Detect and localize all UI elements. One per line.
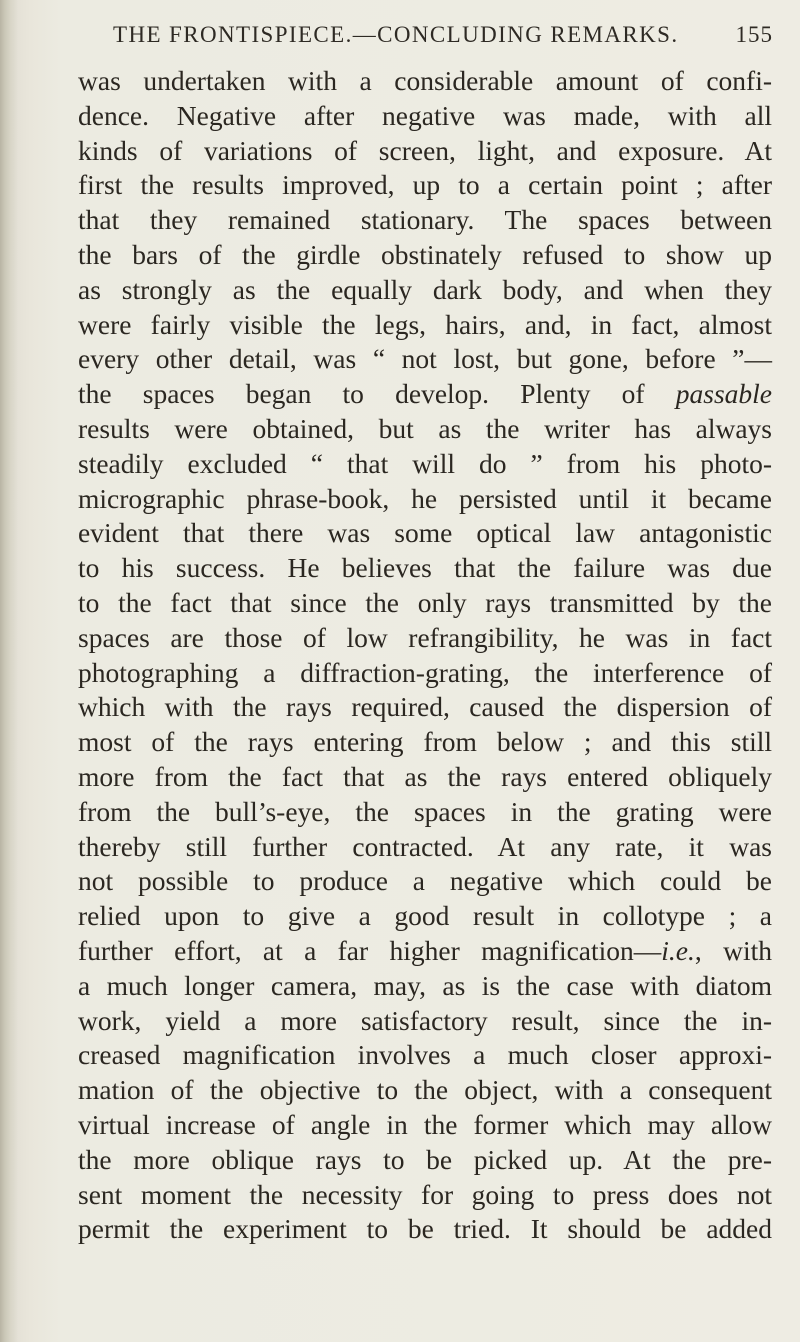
text-line (78, 656, 772, 691)
text-line (78, 516, 772, 551)
line-text: sent moment the necessity for going to press does not (78, 1178, 772, 1210)
line-text: the bars of the girdle obstinately refused to show up (78, 238, 772, 270)
text-line (78, 1178, 772, 1213)
text-line (78, 1212, 772, 1247)
text-line (78, 864, 772, 899)
line-text: every other detail, was “ not lost, but gone, before ”— (78, 343, 772, 375)
line-text: to the fact that since the only rays transmitted by the (78, 586, 772, 618)
line-text: not possible to produce a negative which could be (78, 865, 772, 897)
page-number: 155 (735, 22, 773, 47)
line-text: dence. Negative after negative was made, with all (78, 99, 772, 131)
text-line (78, 551, 772, 586)
line-text: the spaces began to develop. Plenty of (78, 378, 676, 410)
text-line (78, 168, 772, 203)
text-line (78, 273, 772, 308)
line-text: a much longer camera, may, as is the case with diatom (78, 969, 772, 1001)
line-text: mation of the objective to the object, with a consequent (78, 1074, 772, 1106)
line-text: were fairly visible the legs, hairs, and, in fact, almost (78, 308, 772, 340)
line-text: most of the rays entering from below ; and this still (78, 726, 772, 758)
line-text: as strongly as the equally dark body, and when they (78, 273, 772, 305)
line-text: thereby still further contracted. At any rate, it was (78, 830, 772, 862)
line-text: permit the experiment to be tried. It should be added (78, 1213, 772, 1245)
line-text: steadily excluded “ that will do ” from his photo- (78, 447, 772, 479)
text-line (78, 412, 772, 447)
line-text: was undertaken with a considerable amount of confi- (78, 65, 772, 96)
line-text: photographing a diffraction-grating, the interference of (78, 656, 772, 688)
line-text: spaces are those of low refrangibility, he was in fact (78, 621, 772, 653)
line-text: to his success. He believes that the failure was due (78, 552, 772, 584)
text-line (78, 621, 772, 656)
line-text: further effort, at a far higher magnification— (78, 934, 662, 966)
text-line (78, 64, 772, 99)
line-text: , with (694, 934, 772, 966)
text-line (78, 203, 772, 238)
running-head: THE FRONTISPIECE.—CONCLUDING REMARKS. (113, 22, 679, 47)
text-line (78, 969, 772, 1004)
text-line (78, 447, 772, 482)
line-text: virtual increase of angle in the former which may allow (78, 1108, 772, 1140)
text-line (78, 899, 772, 934)
text-line (78, 690, 772, 725)
line-text: work, yield a more satisfactory result, since the in- (78, 1004, 772, 1036)
line-text: which with the rays required, caused the dispersion of (78, 691, 772, 723)
line-text: first the results improved, up to a certain point ; after (78, 169, 772, 201)
line-text: from the bull’s-eye, the spaces in the grating were (78, 795, 772, 827)
text-line (78, 795, 772, 830)
line-text: more from the fact that as the rays entered obliquely (78, 760, 772, 792)
text-line (78, 1004, 772, 1039)
page-header (113, 22, 773, 62)
line-text: results were obtained, but as the writer has always (78, 412, 772, 444)
italic-text: passable (675, 378, 772, 410)
text-line (78, 1108, 772, 1143)
line-text: evident that there was some optical law antagonistic (78, 517, 772, 549)
line-text: kinds of variations of screen, light, and exposure. At (78, 134, 772, 166)
text-line (78, 1073, 772, 1108)
text-line (78, 134, 772, 169)
line-text: micrographic phrase-book, he persisted until it became (78, 482, 772, 514)
text-line (78, 99, 772, 134)
text-line (78, 830, 772, 865)
text-line (78, 1143, 772, 1178)
italic-text: i.e. (661, 934, 695, 966)
text-line (78, 342, 772, 377)
binding-edge (0, 0, 18, 1342)
text-line (78, 308, 772, 343)
line-text: the more oblique rays to be picked up. At the pre- (78, 1143, 772, 1175)
line-text: that they remained stationary. The spaces between (78, 204, 772, 236)
text-line (78, 586, 772, 621)
text-line (78, 377, 772, 412)
body-text (78, 64, 772, 1247)
line-text: creased magnification involves a much closer approxi- (78, 1039, 772, 1071)
line-text: relied upon to give a good result in collotype ; a (78, 900, 772, 932)
text-line (78, 238, 772, 273)
text-line (78, 482, 772, 517)
text-line (78, 760, 772, 795)
text-line (78, 725, 772, 760)
text-line (78, 934, 772, 969)
text-line (78, 1038, 772, 1073)
